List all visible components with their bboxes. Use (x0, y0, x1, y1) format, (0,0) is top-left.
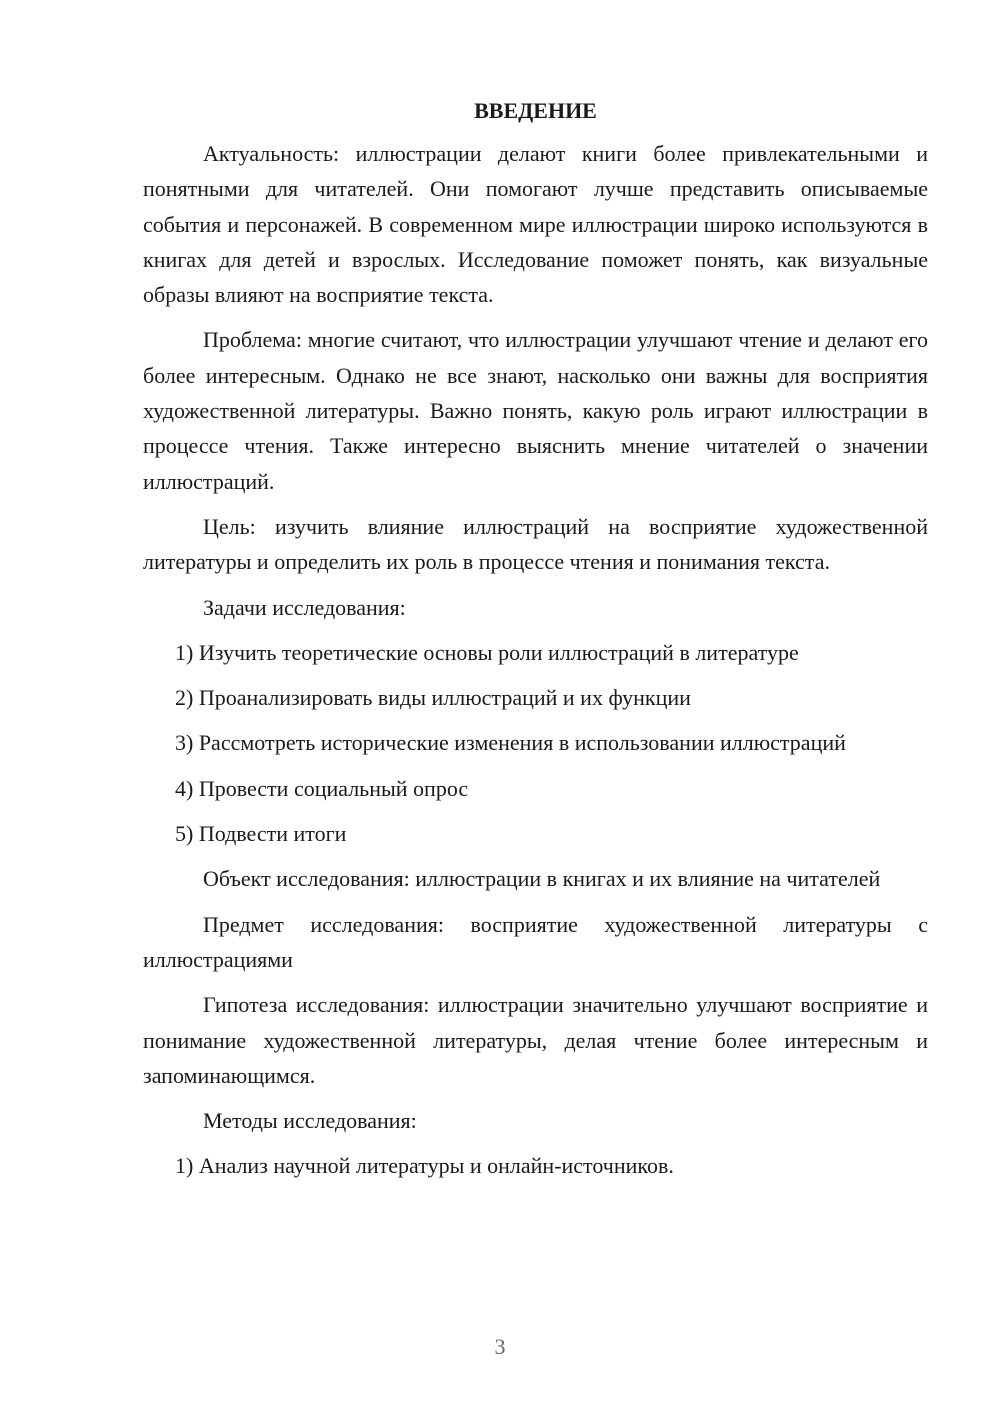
methods-heading: Методы исследования: (203, 1108, 417, 1134)
document-page (143, 96, 928, 1194)
page-number: 3 (494, 1334, 506, 1359)
problem-paragraph: Проблема: многие считают, что иллюстрации улучшают чтение и делают его более интересным. Однако не все знают, насколько они важны для восприятия художественной литературы. Важно понять, какую роль играют иллюстрации в процессе чтения. Также интересно выяснить мнение читателей о значении иллюстраций. (143, 327, 928, 494)
goal-paragraph: Цель: изучить влияние иллюстраций на восприятие художественной литературы и определить их роль в процессе чтения и понимания текста. (143, 513, 928, 575)
task-item: 2) Проанализировать виды иллюстраций и их функции (175, 685, 691, 711)
task-item: 5) Подвести итоги (175, 821, 347, 847)
task-item: 1) Изучить теоретические основы роли иллюстраций в литературе (175, 639, 799, 665)
subject-paragraph: Предмет исследования: восприятие художественной литературы с иллюстрациями (143, 911, 928, 972)
relevance-paragraph: Актуальность: иллюстрации делают книги более привлекательными и понятными для читателей. Они помогают лучше представить описываемые события и персонажей. В современном мире иллюстрации широко используются в книгах для детей и взрослых. Исследование поможет понять, как визуальные образы влияют на восприятие текста. (143, 141, 928, 308)
hypothesis-paragraph: Гипотеза исследования: иллюстрации значительно улучшают восприятие и понимание художественной литературы, делая чтение более интересным и запоминающимся. (143, 992, 928, 1088)
section-title: ВВЕДЕНИЕ (474, 98, 597, 123)
method-item: 1) Анализ научной литературы и онлайн-источников. (175, 1153, 674, 1179)
task-item: 4) Провести социальный опрос (175, 775, 469, 801)
task-item: 3) Рассмотреть исторические изменения в использовании иллюстраций (175, 730, 846, 756)
object-paragraph: Объект исследования: иллюстрации в книгах и их влияние на читателей (203, 866, 881, 892)
tasks-heading: Задачи исследования: (203, 594, 406, 620)
